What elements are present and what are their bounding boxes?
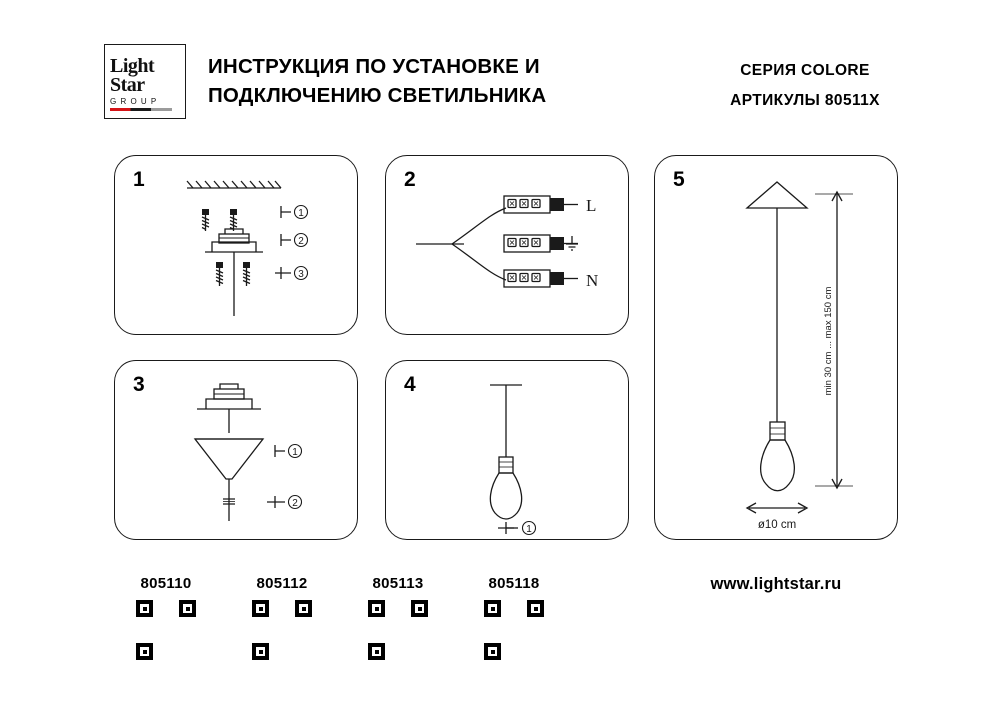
article-label: АРТИКУЛЫ 80511X xyxy=(730,92,880,109)
qr-finder-top-right xyxy=(411,600,428,617)
qr-finder-top-right xyxy=(527,600,544,617)
qr-finder-bottom-left xyxy=(484,643,501,660)
logo-line-group: G R O U P xyxy=(110,97,158,106)
qr-finder-top-left xyxy=(484,600,501,617)
logo-color-rule xyxy=(110,108,172,111)
product-code-label: 805110 xyxy=(140,575,192,592)
step-panel-4 xyxy=(385,360,629,540)
step-panel-2 xyxy=(385,155,629,335)
step-5-height-label: min 30 cm ... max 150 cm xyxy=(823,286,834,396)
step-3-diagram xyxy=(115,361,359,541)
product-code-item-0 xyxy=(110,575,222,661)
qr-finder-bottom-left xyxy=(136,643,153,660)
qr-finder-top-right xyxy=(295,600,312,617)
step-number-1: 1 xyxy=(133,168,145,191)
step-5-diameter-label: ø10 cm xyxy=(757,519,797,531)
step-2-terminal-N: N xyxy=(586,271,599,290)
qr-finder-bottom-left xyxy=(252,643,269,660)
series-label: СЕРИЯ COLORE xyxy=(740,62,870,79)
website-link[interactable]: www.lightstar.ru xyxy=(710,575,842,593)
step-number-3: 3 xyxy=(133,373,145,396)
step-4-diagram xyxy=(386,361,630,541)
product-code-item-1 xyxy=(226,575,338,661)
product-code-label: 805118 xyxy=(488,575,540,592)
step-4-marker-1: 1 xyxy=(526,524,532,535)
qr-finder-top-left xyxy=(252,600,269,617)
page-title: ИНСТРУКЦИЯ ПО УСТАНОВКЕ И ПОДКЛЮЧЕНИЮ СВЕТИЛЬНИКА xyxy=(208,55,547,107)
step-2-terminal-L: L xyxy=(586,196,597,215)
step-1-marker-2: 2 xyxy=(298,236,304,247)
product-code-item-2 xyxy=(342,575,454,661)
header-series-info xyxy=(640,56,970,116)
step-1-marker-3: 3 xyxy=(298,269,304,280)
step-1-marker-1: 1 xyxy=(298,208,304,219)
qr-finder-top-right xyxy=(179,600,196,617)
qr-finder-bottom-left xyxy=(368,643,385,660)
step-5-diagram xyxy=(655,156,899,541)
step-3-marker-2: 2 xyxy=(292,498,298,509)
qr-code-805113[interactable] xyxy=(367,599,429,661)
step-1-diagram xyxy=(115,156,359,336)
step-number-4: 4 xyxy=(404,373,416,396)
qr-code-805112[interactable] xyxy=(251,599,313,661)
step-number-2: 2 xyxy=(404,168,416,191)
step-panel-5 xyxy=(654,155,898,540)
step-number-5: 5 xyxy=(673,168,685,191)
product-code-label: 805112 xyxy=(256,575,308,592)
product-code-item-3 xyxy=(458,575,570,661)
step-panel-1 xyxy=(114,155,358,335)
step-panel-3 xyxy=(114,360,358,540)
step-2-diagram xyxy=(386,156,630,336)
logo-line-star: Star xyxy=(110,74,145,96)
qr-finder-top-left xyxy=(368,600,385,617)
lightstar-logo xyxy=(104,44,186,119)
logo-line-light: Light xyxy=(110,55,155,77)
product-code-list xyxy=(110,575,630,675)
qr-code-805118[interactable] xyxy=(483,599,545,661)
qr-finder-top-left xyxy=(136,600,153,617)
qr-code-805110[interactable] xyxy=(135,599,197,661)
product-code-label: 805113 xyxy=(372,575,424,592)
step-3-marker-1: 1 xyxy=(292,447,298,458)
